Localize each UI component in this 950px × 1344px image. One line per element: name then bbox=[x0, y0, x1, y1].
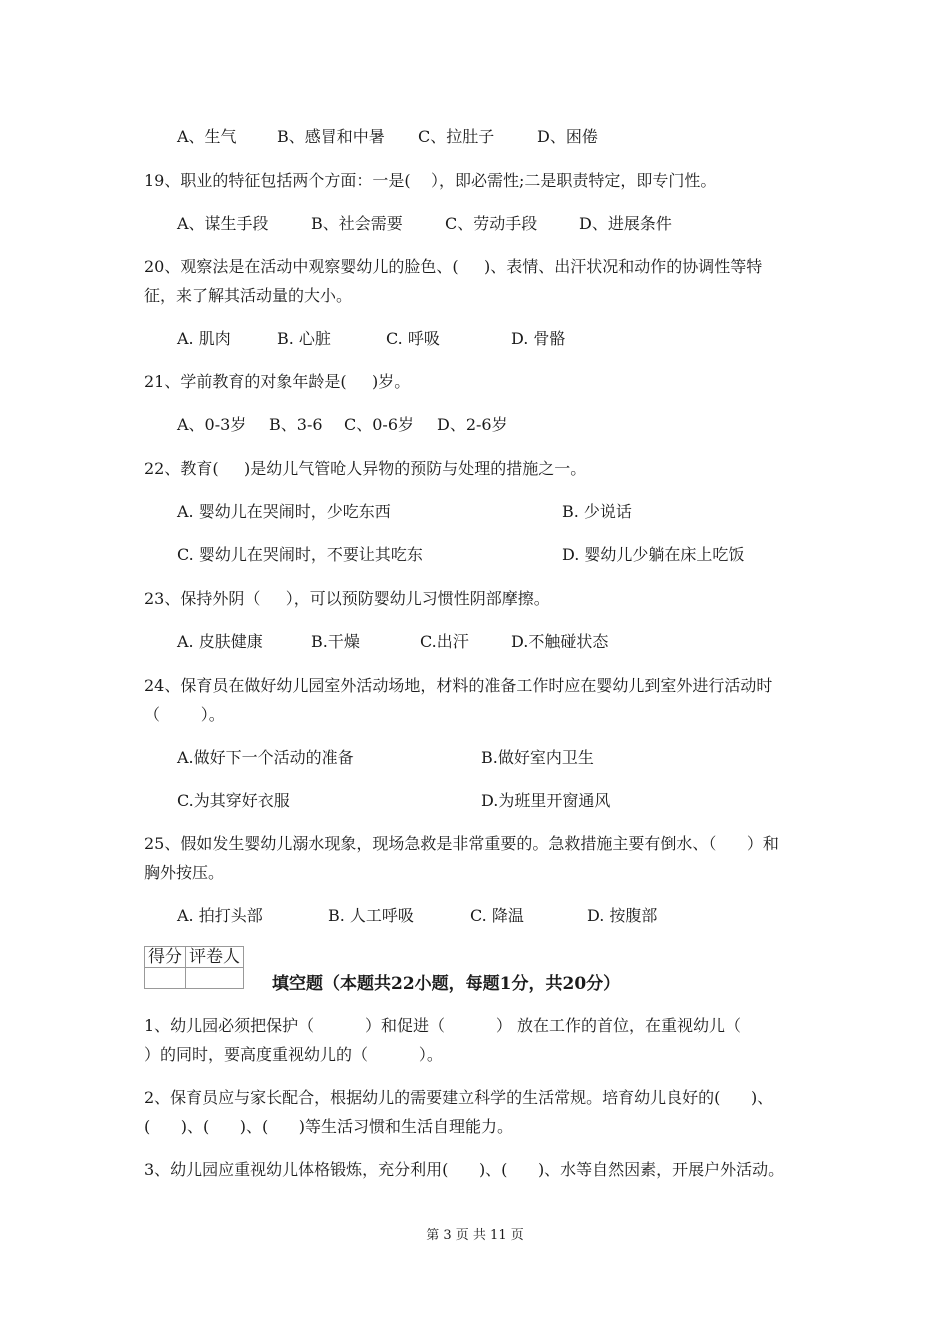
fill2-line1: 2、保育员应与家长配合，根据幼儿的需要建立科学的生活常规。培育幼儿良好的( )、 bbox=[144, 1088, 774, 1107]
score-label: 得分 bbox=[145, 947, 186, 968]
q24-option-d: D.为班里开窗通风 bbox=[481, 791, 611, 810]
q18-option-c: C、拉肚子 bbox=[418, 127, 495, 146]
q20-line1: 20、观察法是在活动中观察婴幼儿的脸色、( )、表情、出汗状况和动作的协调性等特 bbox=[144, 257, 763, 276]
q23-option-b: B.干燥 bbox=[311, 632, 360, 651]
q22-option-c: C. 婴幼儿在哭闹时，不要让其吃东 bbox=[177, 545, 423, 564]
q25-option-c: C. 降温 bbox=[470, 906, 524, 925]
reviewer-label: 评卷人 bbox=[186, 947, 244, 968]
q21-option-b: B、3-6 bbox=[269, 415, 323, 434]
fill3-line1: 3、幼儿园应重视幼儿体格锻炼，充分利用( )、( )、水等自然因素，开展户外活动。 bbox=[144, 1160, 785, 1179]
q18-option-d: D、困倦 bbox=[537, 127, 598, 146]
q19-option-d: D、进展条件 bbox=[579, 214, 672, 233]
fill1-line1: 1、幼儿园必须把保护（ ）和促进（ ） 放在工作的首位，在重视幼儿（ bbox=[144, 1016, 741, 1035]
q18-option-b: B、感冒和中暑 bbox=[277, 127, 385, 146]
q19-text: 19、职业的特征包括两个方面：一是( ），即必需性;二是职责特定，即专门性。 bbox=[144, 171, 717, 190]
q22-option-b: B. 少说话 bbox=[562, 502, 632, 521]
section-title: 填空题（本题共22小题，每题1分，共20分） bbox=[272, 974, 621, 994]
q23-option-c: C.出汗 bbox=[420, 632, 469, 651]
q21-option-d: D、2-6岁 bbox=[437, 415, 508, 434]
q22-text: 22、教育( )是幼儿气管呛人异物的预防与处理的措施之一。 bbox=[144, 459, 587, 478]
q19-option-b: B、社会需要 bbox=[311, 214, 403, 233]
q24-option-c: C.为其穿好衣服 bbox=[177, 791, 290, 810]
q24-option-b: B.做好室内卫生 bbox=[481, 748, 594, 767]
q20-option-a: A. 肌肉 bbox=[177, 329, 231, 348]
q25-line2: 胸外按压。 bbox=[144, 863, 225, 882]
reviewer-cell bbox=[186, 968, 244, 989]
q25-option-b: B. 人工呼吸 bbox=[328, 906, 414, 925]
page-footer: 第 3 页 共 11 页 bbox=[426, 1228, 524, 1243]
q23-text: 23、保持外阴（ ），可以预防婴幼儿习惯性阴部摩擦。 bbox=[144, 589, 550, 608]
q20-option-b: B. 心脏 bbox=[277, 329, 331, 348]
q24-line1: 24、保育员在做好幼儿园室外活动场地，材料的准备工作时应在婴幼儿到室外进行活动时 bbox=[144, 676, 773, 695]
q21-option-c: C、0-6岁 bbox=[344, 415, 415, 434]
q23-option-a: A. 皮肤健康 bbox=[177, 632, 263, 651]
q23-option-d: D.不触碰状态 bbox=[511, 632, 609, 651]
q19-option-a: A、谋生手段 bbox=[177, 214, 269, 233]
q25-option-a: A. 拍打头部 bbox=[177, 906, 263, 925]
q19-option-c: C、劳动手段 bbox=[445, 214, 538, 233]
q20-line2: 征，来了解其活动量的大小。 bbox=[144, 286, 353, 305]
q21-option-a: A、0-3岁 bbox=[177, 415, 247, 434]
q22-option-d: D. 婴幼儿少躺在床上吃饭 bbox=[562, 545, 745, 564]
q20-option-d: D. 骨骼 bbox=[511, 329, 566, 348]
q20-option-c: C. 呼吸 bbox=[386, 329, 440, 348]
score-cell bbox=[145, 968, 186, 989]
q25-line1: 25、假如发生婴幼儿溺水现象，现场急救是非常重要的。急救措施主要有倒水、（ ）和 bbox=[144, 834, 779, 853]
q21-text: 21、学前教育的对象年龄是( )岁。 bbox=[144, 372, 411, 391]
q24-line2: （ ）。 bbox=[144, 705, 225, 724]
score-box bbox=[144, 946, 244, 989]
q25-option-d: D. 按腹部 bbox=[587, 906, 658, 925]
fill2-line2: ( )、( )、( )等生活习惯和生活自理能力。 bbox=[144, 1117, 514, 1136]
q22-option-a: A. 婴幼儿在哭闹时，少吃东西 bbox=[177, 502, 391, 521]
q18-option-a: A、生气 bbox=[177, 127, 237, 146]
fill1-line2: ）的同时，要高度重视幼儿的（ ）。 bbox=[144, 1045, 443, 1064]
q24-option-a: A.做好下一个活动的准备 bbox=[177, 748, 354, 767]
